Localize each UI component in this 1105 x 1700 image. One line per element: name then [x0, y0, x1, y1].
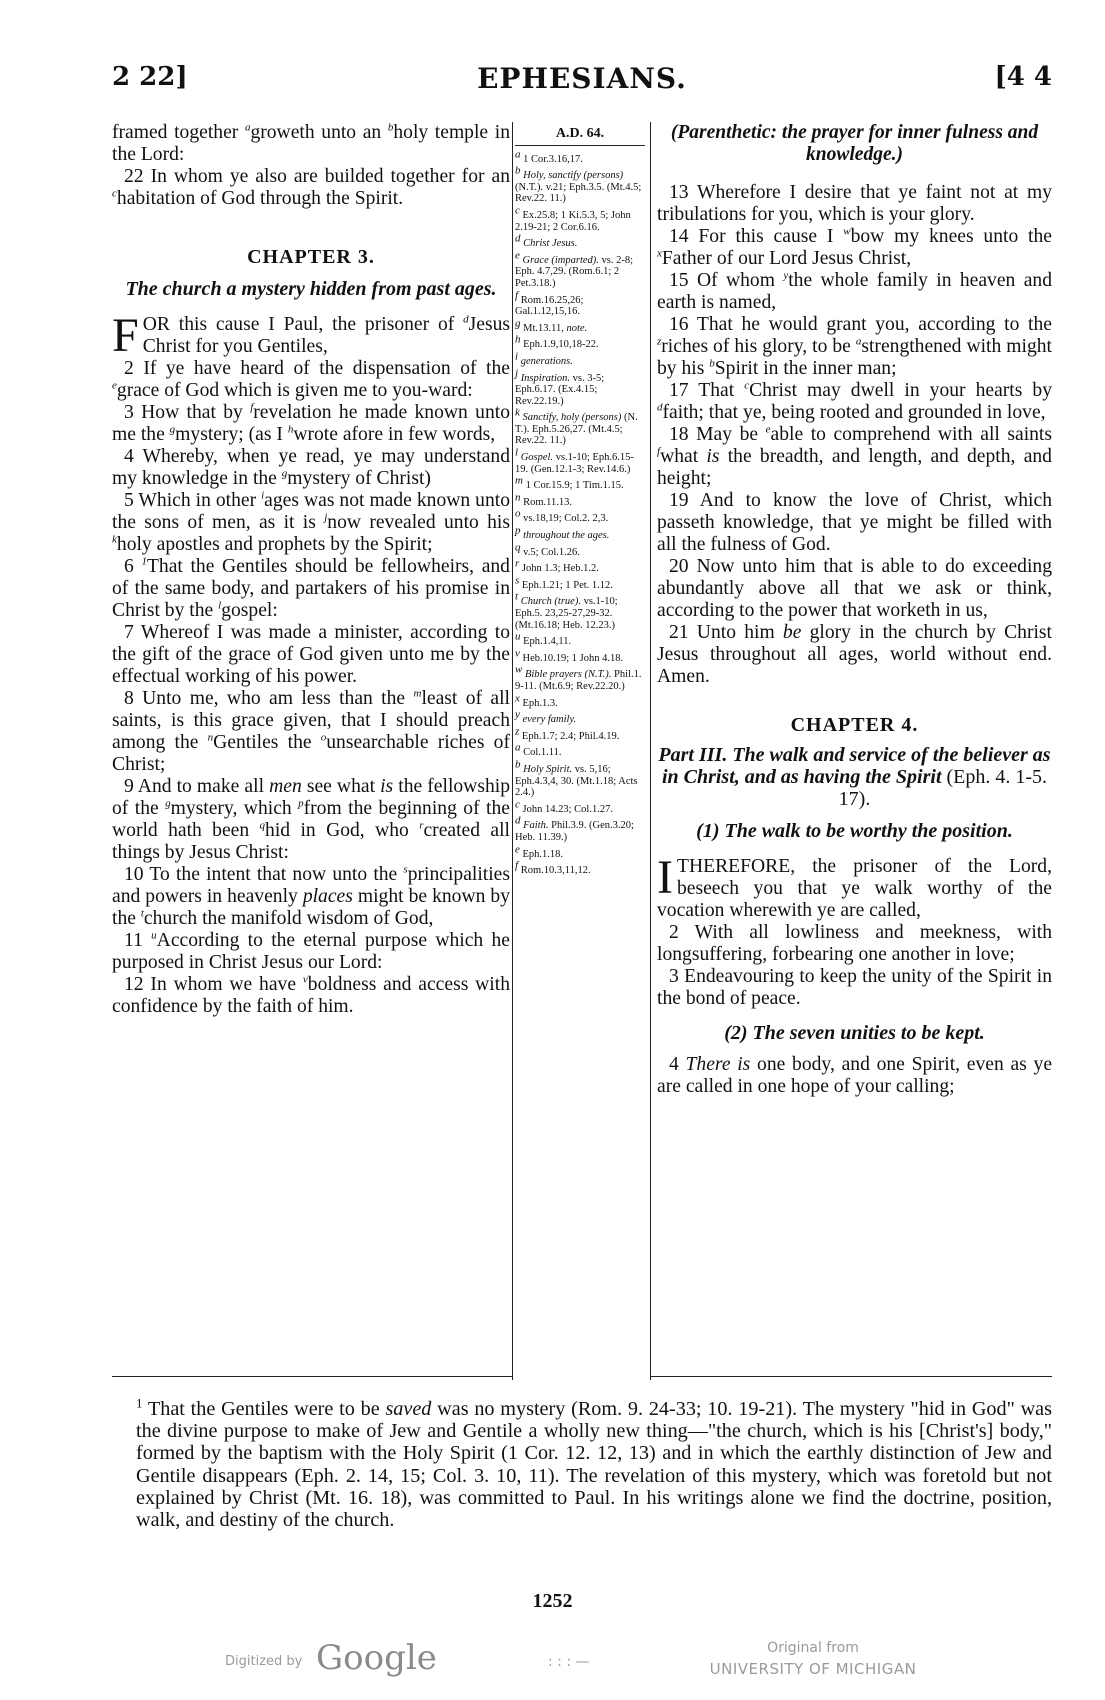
cross-reference: $^f$ Rom.16.25,26; Gal.1.12,15,16.	[515, 289, 584, 318]
verse-paragraph: 12 In whom we have $^v$boldness and access with confidence by the faith of him.	[112, 973, 510, 1017]
cross-reference: $^p$ throughout the ages.	[515, 524, 610, 542]
reference-column	[515, 128, 645, 882]
cross-reference: $^e$ Eph.1.18.	[515, 843, 564, 860]
verse-paragraph-dropcap	[112, 309, 510, 362]
cross-reference: $^i$ generations.	[515, 350, 573, 367]
digitization-watermark	[0, 1632, 1105, 1700]
digitized-by-label: Digitized by	[225, 1654, 303, 1669]
left-text-column	[112, 122, 510, 1018]
drop-cap: I	[657, 851, 673, 904]
drop-cap: F	[112, 309, 139, 362]
verse-paragraph: 2 With all lowliness and meekness, with longsuffering, forbearing one another in love;	[657, 922, 1052, 965]
verse-paragraph: 15 Of whom $^y$the whole family in heaven and earth is named,	[657, 269, 1052, 313]
google-logo: Google	[316, 1638, 437, 1678]
verse-paragraph: 17 That $^c$Christ may dwell in your hearts by $^d$faith; that ye, being rooted and grounded in love,	[657, 379, 1052, 423]
university-label: UNIVERSITY OF MICHIGAN	[709, 1660, 917, 1678]
cross-reference: $^l$ Gospel. vs.1-10; Eph.6.15-19. (Gen.12.1-3; Rev.14.6.)	[515, 446, 634, 475]
verse-paragraph: 6 $^1$That the Gentiles should be fellowheirs, and of the same body, and partakers of his promise in Christ by the $^l$gospel:	[112, 555, 510, 621]
cross-reference: $^g$ Mt.13.11, note.	[515, 317, 588, 334]
column-rule-right	[650, 122, 651, 1380]
verse-paragraph: 4 Whereby, when ye read, ye may understand my knowledge in the $^g$mystery of Christ)	[112, 446, 510, 489]
cross-reference: $^s$ Eph.1.21; 1 Pet. 1.12.	[515, 574, 613, 591]
book-title: EPHESIANS.	[477, 62, 687, 95]
cross-reference: $^d$ Christ Jesus.	[515, 232, 578, 250]
verse-paragraph: 14 For this cause I $^w$bow my knees unto the $^x$Father of our Lord Jesus Christ,	[657, 225, 1052, 269]
cross-reference: $^w$ Bible prayers (N.T.). Phil.1. 9-11. (Mt.6.9; Rev.22.20.)	[515, 663, 642, 692]
verse-paragraph: 10 To the intent that now unto the $^s$principalities and powers in heavenly places might be known by the $^t$church the manifold wisdom of God,	[112, 863, 510, 929]
section-heading: (1) The walk to be worthy the position.	[696, 820, 1013, 842]
cross-reference: $^c$ John 14.23; Col.1.27.	[515, 798, 613, 815]
verse-paragraph: 18 May be $^e$able to comprehend with all saints $^f$what is the breadth, and length, and depth, and height;	[657, 423, 1053, 489]
verse-paragraph-dropcap	[657, 851, 1052, 922]
cross-reference: $^e$ Grace (imparted). vs. 2-8; Eph. 4.7,29. (Rom.6.1; 2 Pet.3.18.)	[515, 249, 634, 289]
page-number: 1252	[532, 1590, 573, 1612]
verse-paragraph: 22 In whom ye also are builded together for an $^c$habitation of God through the Spirit.	[112, 166, 510, 209]
verse-paragraph: 4 There is one body, and one Spirit, even as ye are called in one hope of your calling;	[657, 1054, 1053, 1097]
verse-paragraph: 16 That he would grant you, according to the $^z$riches of his glory, to be $^a$strengthened with might by his $^b$Spirit in the inner man;	[657, 314, 1052, 379]
original-from-label: Original from	[767, 1640, 859, 1656]
verse-paragraph: 2 If ye have heard of the dispensation of the $^e$grace of God which is given me to you-ward:	[112, 358, 510, 401]
verse-paragraph: 21 Unto him be glory in the church by Christ Jesus throughout all ages, world without end. Amen.	[657, 622, 1052, 687]
verse-paragraph: framed together $^a$groweth unto an $^b$holy temple in the Lord:	[112, 121, 510, 165]
chapter-heading: CHAPTER 3.	[247, 246, 375, 268]
cross-reference: $^o$ vs.18,19; Col.2. 2,3.	[515, 507, 609, 525]
cross-reference: $^k$ Sanctify, holy (persons) (N. T.). Eph.5.26,27. (Mt.4.5; Rev.22. 11.)	[515, 406, 638, 447]
verse-paragraph: 9 And to make all men see what is the fellowship of the $^g$mystery, which $^p$from the beginning of the world hath been $^q$hid in God, who $^r$created all things by Jesus Christ:	[112, 776, 510, 863]
cross-reference: $^n$ Rom.11.13.	[515, 491, 573, 508]
cross-reference: $^d$ Faith. Phil.3.9. (Gen.3.20; Heb. 11.39.)	[515, 814, 634, 843]
parenthetic-heading: (Parenthetic: the prayer for inner fulness and knowledge.)	[670, 122, 1039, 165]
verse-paragraph: 3 Endeavouring to keep the unity of the Spirit in the bond of peace.	[657, 966, 1052, 1009]
cross-reference: $^b$ Holy Spirit. vs. 5,16; Eph.4.3,4, 30. (Mt.1.18; Acts 2.4.)	[515, 758, 638, 799]
right-text-column	[657, 122, 1052, 1098]
date-heading: A.D. 64.	[515, 128, 645, 146]
cross-reference: $^z$ Eph.1.7; 2.4; Phil.4.19.	[515, 725, 620, 742]
part-heading: Part III. The walk and service of the believer as in Christ, and as having the Spirit (Eph. 4. 1-5. 17).	[658, 744, 1051, 810]
cross-reference: $^f$ Rom.10.3,11,12.	[515, 859, 591, 877]
cross-reference: $^r$ John 1.3; Heb.1.2.	[515, 557, 599, 575]
verse-text: THEREFORE, the prisoner of the Lord, beseech you that ye walk worthy of the vocation wherewith ye are called,	[657, 856, 1052, 921]
footnote-rule-left	[112, 1376, 513, 1377]
verse-paragraph: 19 And to know the love of Christ, which passeth knowledge, that ye might be filled with all the fulness of God.	[657, 490, 1052, 555]
section-heading: (2) The seven unities to be kept.	[724, 1022, 985, 1044]
header-right: [4 4	[994, 62, 1052, 92]
verse-paragraph: 7 Whereof I was made a minister, according to the gift of the grace of God given unto me by the effectual working of his power.	[112, 622, 510, 687]
cross-reference: $^u$ Eph.1.4,11.	[515, 630, 572, 648]
cross-reference: $^y$ every family.	[515, 708, 577, 726]
cross-reference: $^h$ Eph.1.9,10,18-22.	[515, 333, 599, 351]
verse-paragraph: 5 Which in other $^i$ages was not made known unto the sons of men, as it is $^j$now revealed unto his $^k$holy apostles and prophets by the Spirit;	[112, 489, 511, 555]
cross-reference: $^m$ 1 Cor.15.9; 1 Tim.1.15.	[515, 474, 624, 492]
reference-list	[515, 148, 645, 877]
cross-reference: $^v$ Heb.10.19; 1 John 4.18.	[515, 647, 624, 664]
cross-reference: $^b$ Holy, sanctify (persons)(N.T.). v.21; Eph.3.5. (Mt.4.5; Rev.22. 11.)	[515, 164, 642, 205]
verse-text: OR this cause I Paul, the prisoner of $^d$Jesus Christ for you Gentiles,	[142, 313, 510, 357]
cross-reference: $^c$ Ex.25.8; 1 Ki.5.3, 5; John 2.19-21; 2 Cor.6.16.	[515, 204, 631, 233]
cross-reference: $^x$ Eph.1.3.	[515, 692, 558, 709]
cross-reference: $^a$ 1 Cor.3.16,17.	[515, 148, 583, 165]
footnote: $^1$ That the Gentiles were to be saved was no mystery (Rom. 9. 24-33; 10. 19-21). The mystery "hid in God" was the divine purpose to make of Jew and Gentile a wholly new thing—"the church, which is his [Christ's] body," formed by the baptism with the Holy Spirit (1 Cor. 12. 12, 13) and in which the earthly distinction of Jew and Gentile disappears (Eph. 2. 14, 15; Col. 3. 10, 11). The revelation of this mystery, which was foretold but not explained by Christ (Mt. 16. 18), was committed to Paul. In his writings alone we find the doctrine, position, walk, and destiny of the church.	[136, 1395, 1052, 1532]
section-heading: The church a mystery hidden from past ages.	[125, 278, 497, 300]
cross-reference: $^q$ v.5; Col.1.26.	[515, 541, 580, 558]
running-header	[112, 62, 1052, 102]
footnote-rule-right	[650, 1376, 1052, 1377]
header-left: 2 22]	[112, 62, 188, 92]
verse-paragraph: 13 Wherefore I desire that ye faint not at my tribulations for you, which is your glory.	[657, 182, 1052, 225]
verse-paragraph: 8 Unto me, who am less than the $^m$least of all saints, is this grace given, that I should preach among the $^n$Gentiles the $^o$unsearchable riches of Christ;	[112, 687, 510, 775]
column-rule-left	[512, 122, 513, 1380]
verse-paragraph: 11 $^u$According to the eternal purpose which he purposed in Christ Jesus our Lord:	[112, 929, 511, 973]
chapter-heading: CHAPTER 4.	[790, 714, 919, 736]
cross-reference: $^a$ Col.1.11.	[515, 741, 562, 759]
verse-paragraph: 20 Now unto him that is able to do exceeding abundantly above all that we ask or think, according to the power that worketh in us,	[657, 556, 1052, 621]
verse-paragraph: 3 How that by $^f$revelation he made known unto me the $^g$mystery; (as I $^h$wrote afore in few words,	[112, 401, 510, 445]
cross-reference: $^j$ Inspiration. vs. 3-5; Eph.6.17. (Ex.4.15; Rev.22.19.)	[515, 367, 605, 407]
scan-marks: : : : —	[548, 1654, 590, 1670]
cross-reference: $^t$ Church (true). vs.1-10; Eph.5. 23,25-27,29-32. (Mt.16.18; Heb. 12.23.)	[515, 590, 618, 631]
